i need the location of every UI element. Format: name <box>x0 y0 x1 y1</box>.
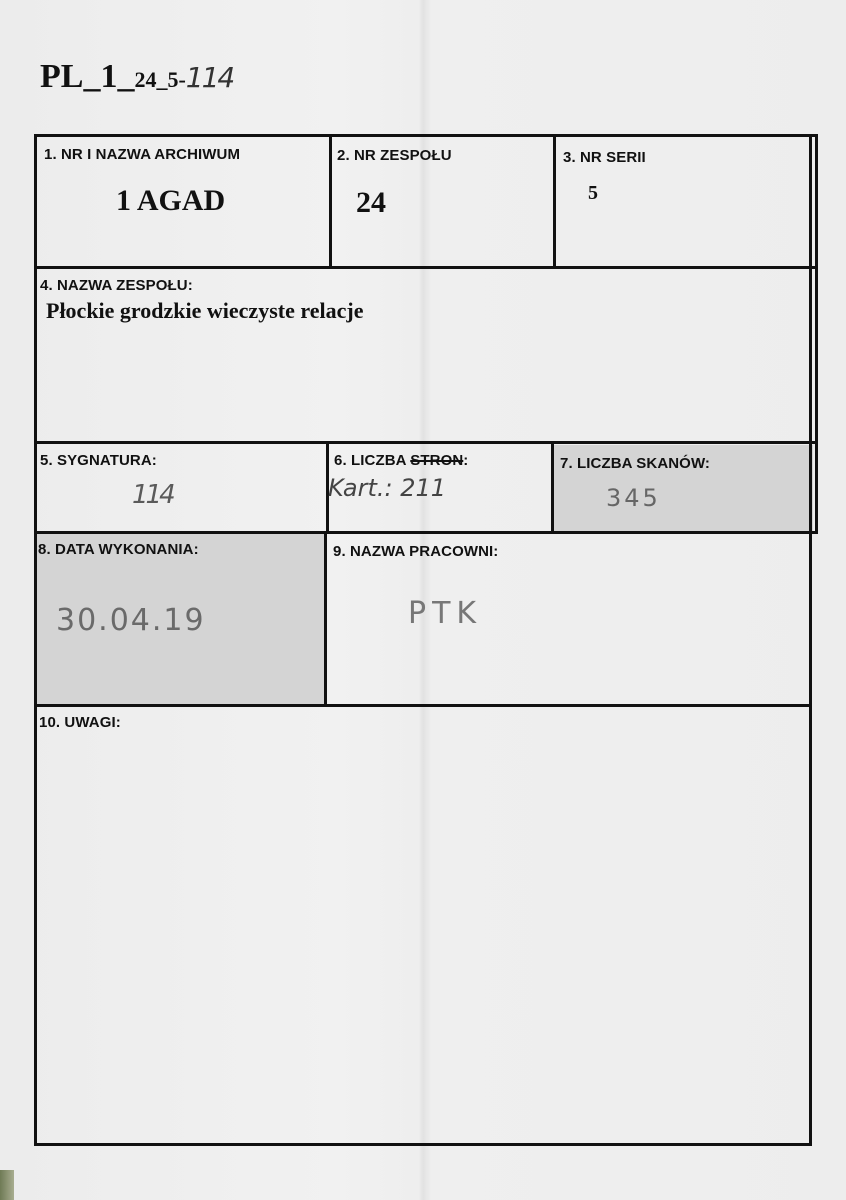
border-bottom <box>34 1143 812 1146</box>
identifier-prefix: PL_1_ <box>40 58 135 95</box>
date-label: 8. DATA WYKONANIA: <box>38 541 199 558</box>
divider-row1-b <box>553 134 556 268</box>
pages-label <box>334 452 468 469</box>
identifier-series: 24_5- <box>134 67 186 92</box>
pages-label-prefix: 6. LICZBA <box>334 452 411 469</box>
pages-label-struck: STRON <box>410 452 464 469</box>
signature-label: 5. SYGNATURA: <box>40 452 157 469</box>
fonds-name-value: Płockie grodzkie wieczyste relacje <box>46 298 364 323</box>
archive-label: 1. NR I NAZWA ARCHIWUM <box>44 146 241 163</box>
border-right <box>809 134 812 1146</box>
rule-row3-bottom <box>36 531 818 534</box>
rule-row2-bottom <box>36 441 818 444</box>
scans-value: 345 <box>606 484 661 512</box>
archive-value: 1 AGAD <box>116 184 226 217</box>
border-left <box>34 134 37 1146</box>
signature-value: 114 <box>132 480 173 510</box>
pages-label-suffix: : <box>463 452 469 469</box>
fonds-name-label: 4. NAZWA ZESPOŁU: <box>40 277 193 294</box>
identifier-handwritten: 114 <box>185 61 234 94</box>
remarks-label: 10. UWAGI: <box>39 714 121 731</box>
pages-value: Kart.: 211 <box>328 474 447 502</box>
fonds-number-label: 2. NR ZESPOŁU <box>337 147 452 164</box>
border-top <box>36 134 818 137</box>
studio-label: 9. NAZWA PRACOWNI: <box>333 543 499 560</box>
border-right-upper <box>815 134 818 534</box>
series-number-label: 3. NR SERII <box>563 149 646 166</box>
rule-row4-bottom <box>36 704 812 707</box>
rule-row1-bottom <box>36 266 818 269</box>
studio-value: PTK <box>408 596 483 631</box>
divider-row1-a <box>329 134 332 268</box>
fonds-number-value: 24 <box>356 186 386 219</box>
date-value: 30.04.19 <box>56 603 206 638</box>
divider-row3-b <box>551 441 554 534</box>
divider-row4 <box>324 531 327 706</box>
series-number-value: 5 <box>588 182 598 204</box>
scans-label: 7. LICZBA SKANÓW: <box>560 455 711 472</box>
